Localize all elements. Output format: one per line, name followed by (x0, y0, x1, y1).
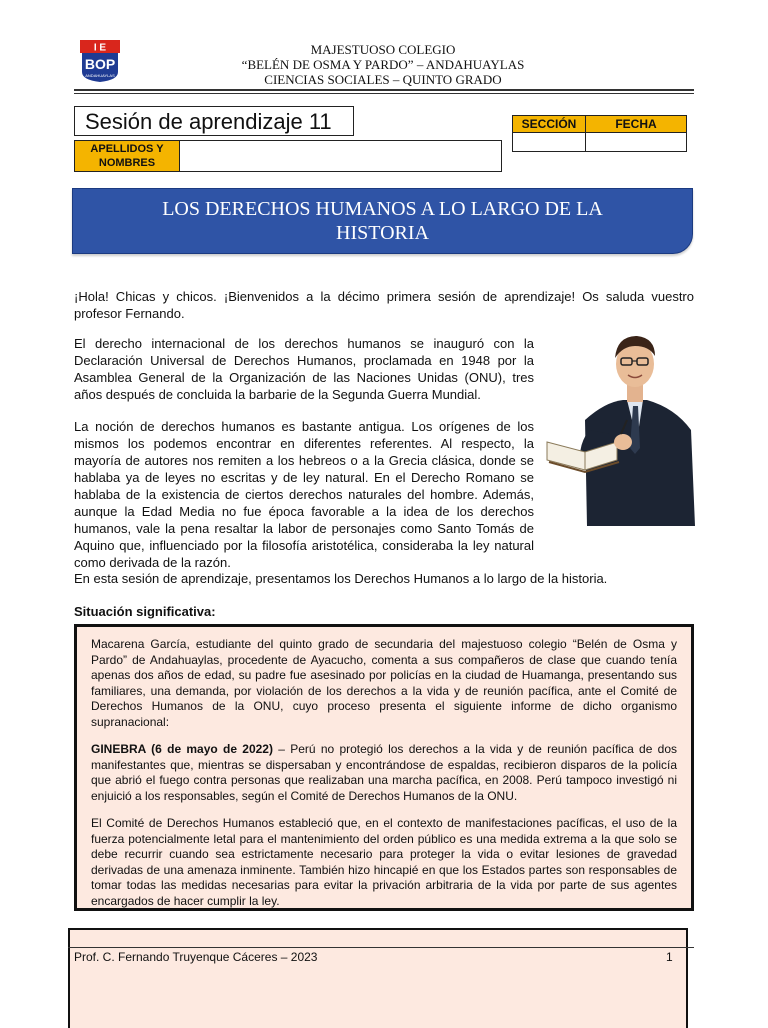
names-input[interactable] (180, 140, 502, 172)
logo-sub-text: ANDAHUAYLAS (85, 73, 115, 78)
news-body: – Perú no protegió los derechos a la vida y de reunión pacífica de dos manifestantes que, mientras se dispersaban y encontrándose de espaldas, recibieron disparos de la policía que abrió el fuego contra personas que realizaban una marcha pacífica, en 2008. Perú tampoco investigó ni enjuició a los responsables, según el Comité de Derechos Humanos de la ONU. (91, 742, 678, 803)
section-input[interactable] (513, 133, 586, 152)
situation-paragraph-3: El Comité de Derechos Humanos estableció que, en el contexto de manifestaciones pacíficas, el uso de la fuerza potencialmente letal para el mantenimiento del orden público es una medida extrema a la que solo se debe recurrir cuando sea estrictamente necesario para proteger la vida o evitar lesiones de gravedad derivadas de una amenaza inminente. También hizo hincapié en que los Estados partes son responsables de tomar todas las medidas necesarias para evitar la privación arbitraria de la vida por parte de sus agentes encargados de hacer cumplir la ley. (91, 816, 677, 908)
title-banner (72, 188, 693, 254)
footer-divider (68, 947, 694, 948)
history-paragraph: La noción de derechos humanos es bastante antigua. Los orígenes de los mismos los podemos encontrar en diferentes referentes. Al respecto, la mayoría de autores nos remiten a los hebreos o a la Grecia clásica, donde se hablaba ya de leyes no escritas y de ley natural. En el Derecho Romano se hablaba de la existencia de ciertos derechos naturales del hombre. Además, aunque la Edad Media no fue época favorable a la idea de los derechos humanos, vale la pena resaltar la labor de personajes como Santo Tomás de Aquino que, influenciado por la filosofía aristotélica, consideraba la ley natural como derivada de la razón. (74, 419, 534, 570)
header-divider-thin (74, 93, 694, 94)
page-number: 1 (666, 950, 673, 964)
footer-author: Prof. C. Fernando Truyenque Cáceres – 2023 (74, 950, 318, 964)
situation-heading: Situación significativa: (74, 604, 216, 619)
date-input[interactable] (586, 133, 687, 152)
section-label: SECCIÓN (513, 116, 586, 133)
date-label: FECHA (586, 116, 687, 133)
teacher-illustration (545, 330, 695, 526)
session-purpose-paragraph: En esta sesión de aprendizaje, presentamos los Derechos Humanos a lo largo de la historia. (74, 571, 608, 586)
school-name: MAJESTUOSO COLEGIO (310, 42, 456, 57)
school-header (160, 42, 606, 87)
school-full-name: “BELÉN DE OSMA Y PARDO” – ANDAHUAYLAS (241, 57, 525, 72)
banner-title-line2: HISTORIA (336, 222, 429, 244)
situation-box (74, 624, 694, 911)
situation-paragraph-1: Macarena García, estudiante del quinto grado de secundaria del majestuoso colegio “Belén de Osma y Pardo” de Andahuaylas, procedente de Ayacucho, comenta a sus compañeros de clase que cuando tenía apenas dos años de edad, su padre fue asesinado por policías en la ciudad de Huamanga, presentando sus familiares, una demanda, por violación de los derechos a la vida y de reunión pacífica, ante el Comité de Derechos Humanos de la ONU, cuyo proceso presenta el siguiente informe de dicho organismo supranacional: (91, 637, 677, 729)
course-grade: CIENCIAS SOCIALES – QUINTO GRADO (264, 72, 502, 87)
greeting-paragraph: ¡Hola! Chicas y chicos. ¡Bienvenidos a la décimo primera sesión de aprendizaje! Os saluda vuestro profesor Fernando. (74, 289, 694, 321)
intro-paragraph: El derecho internacional de los derechos humanos se inauguró con la Declaración Universal de Derechos Humanos, proclamada en 1948 por la Asamblea General de la Organización de las Naciones Unidas (ONU), tres años después de concluida la barbarie de la Segunda Guerra Mundial. (74, 336, 534, 402)
banner-title-line1: LOS DERECHOS HUMANOS A LO LARGO DE LA (162, 198, 603, 220)
section-date-table (512, 115, 687, 152)
news-dateline: GINEBRA (6 de mayo de 2022) (91, 742, 273, 756)
situation-paragraph-2 (91, 742, 677, 804)
session-title: Sesión de aprendizaje 11 (74, 106, 354, 136)
names-label: APELLIDOS Y NOMBRES (74, 140, 180, 172)
logo-main-text: BOP (84, 56, 116, 72)
footer-box (68, 928, 688, 1028)
logo-top-text: I E (93, 42, 107, 54)
school-logo (80, 40, 120, 82)
header-divider (74, 89, 694, 91)
